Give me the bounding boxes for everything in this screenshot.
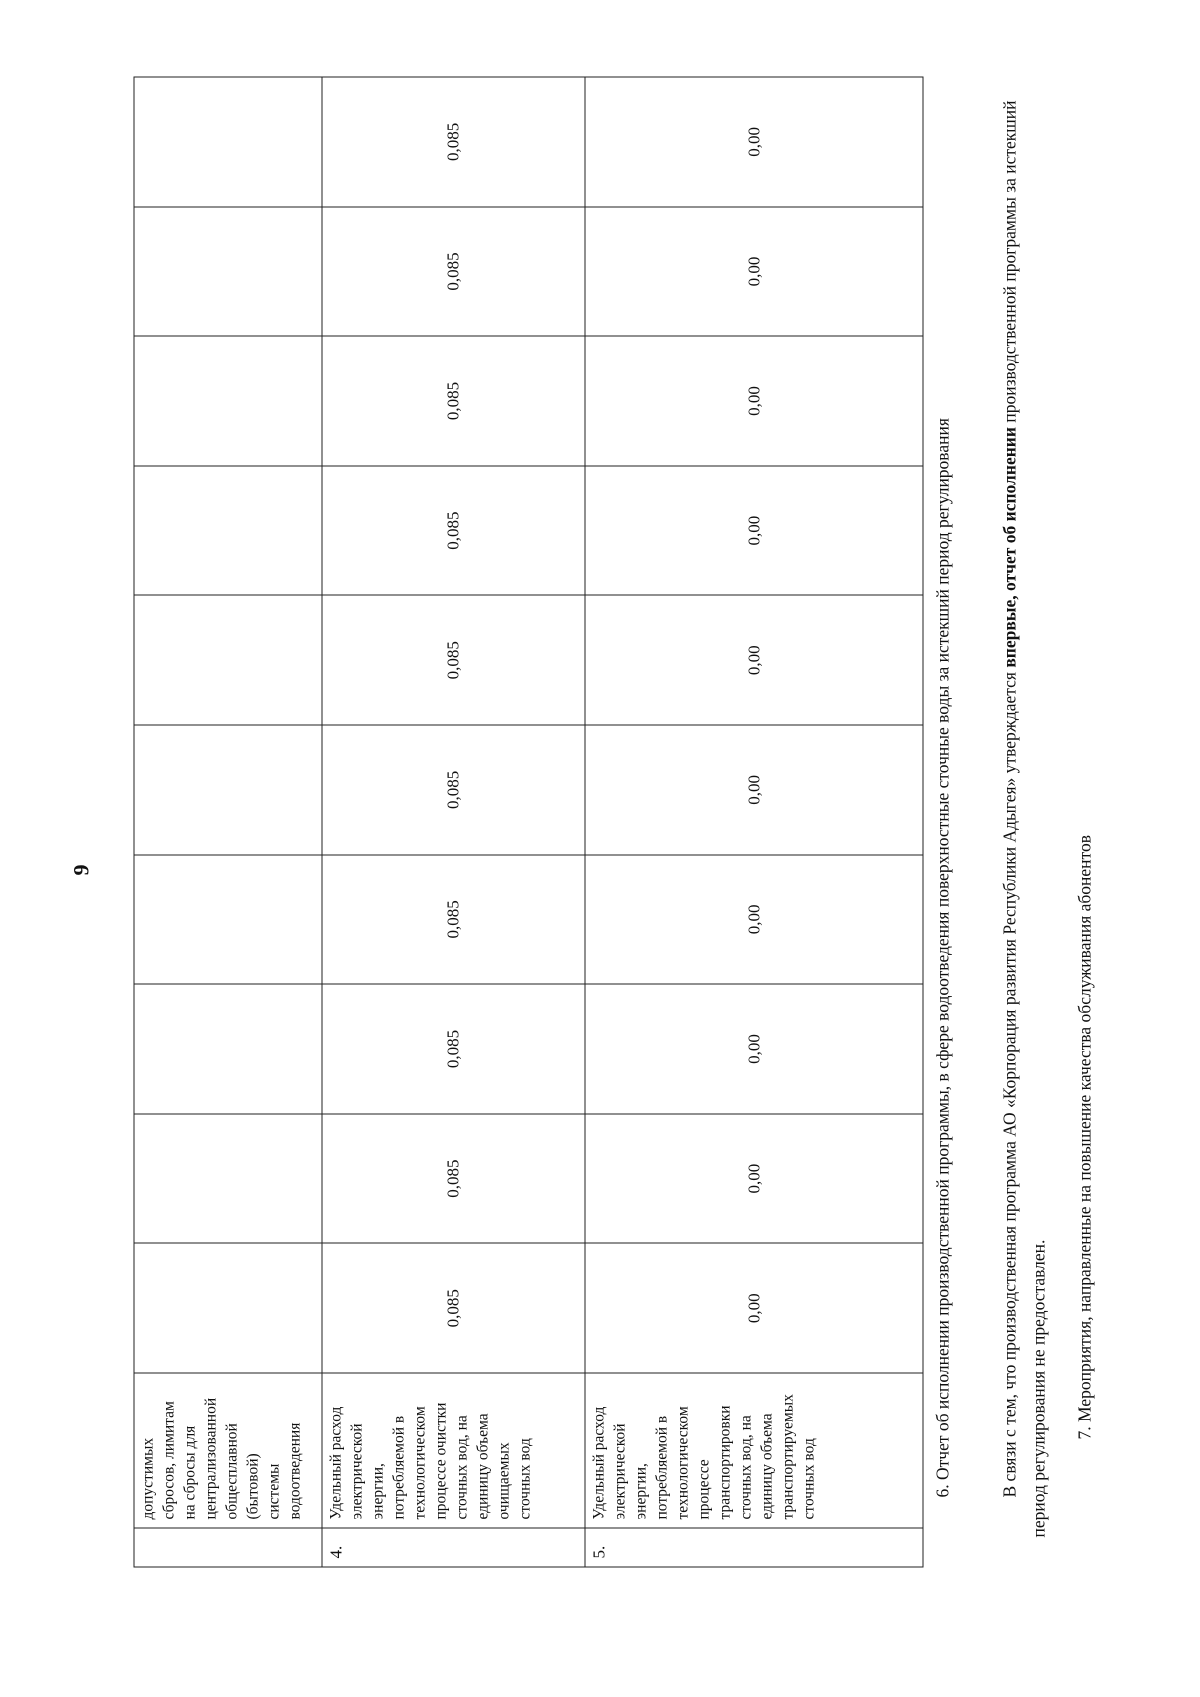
value-cell [134, 984, 322, 1114]
description-line: (бытовой) [244, 1452, 261, 1519]
value-cell: 0,00 [585, 854, 923, 984]
value-cell: 0,085 [322, 854, 585, 984]
value-cell: 0,085 [322, 77, 585, 207]
value-cell [134, 465, 322, 595]
value-cell: 0,00 [585, 1113, 923, 1243]
section-7-heading: 7. Мероприятия, направленные на повышение качества обслуживания абонентов [1074, 834, 1094, 1439]
description-line: Удельный расход [590, 1406, 607, 1519]
value-cell: 0,00 [585, 725, 923, 855]
value-cell: 0,00 [585, 1243, 923, 1373]
description-line: электрической [348, 1422, 365, 1519]
value-cell [134, 336, 322, 466]
row-number [134, 1528, 322, 1567]
description-line: Удельный расход [327, 1406, 344, 1519]
description-line: сточных вод, на [453, 1414, 470, 1519]
table-row [134, 77, 322, 1567]
description-line: потребляемой в [653, 1415, 670, 1519]
description-line: сбросов, лимитам [160, 1400, 177, 1519]
section-6-paragraph: 6. Отчет об исполнении производственной программы, в сфере водоотведения поверхностные сточные воды за истекший период регулирования [932, 417, 952, 1497]
description-line: сточных вод, на [737, 1414, 754, 1519]
description-line: общесплавной [223, 1422, 240, 1519]
table-row [322, 77, 585, 1567]
page-number: 9 [68, 864, 93, 875]
report-paragraph [995, 76, 1053, 1537]
description-line: централизованной [202, 1397, 219, 1519]
value-cell: 0,00 [585, 595, 923, 725]
description-line: очищаемых [495, 1441, 512, 1519]
description-line: на сбросы для [181, 1425, 198, 1519]
indicators-table [133, 76, 923, 1567]
value-cell: 0,085 [322, 206, 585, 336]
value-cell [134, 1243, 322, 1373]
description-line: системы [265, 1463, 282, 1519]
description-line: энергии, [369, 1462, 386, 1519]
indicator-description [585, 1373, 923, 1528]
value-cell [134, 595, 322, 725]
value-cell: 0,085 [322, 984, 585, 1114]
indicator-description [322, 1373, 585, 1528]
value-cell: 0,00 [585, 336, 923, 466]
description-line: процессе [695, 1458, 712, 1519]
description-line: потребляемой в [390, 1415, 407, 1519]
description-line: процессе очистки [432, 1402, 449, 1519]
description-line: сточных вод [800, 1437, 817, 1519]
value-cell: 0,085 [322, 336, 585, 466]
description-line: транспортируемых [779, 1393, 796, 1519]
value-cell [134, 725, 322, 855]
table-row [585, 77, 923, 1567]
description-line: допустимых [139, 1437, 156, 1519]
row-number: 4. [322, 1528, 585, 1567]
report-text-end: производственной программы за истекший период регулирования не предоставлен. [999, 99, 1048, 1537]
value-cell: 0,085 [322, 1243, 585, 1373]
report-text-bold: впервые, отчет об исполнении [999, 426, 1019, 668]
value-cell: 0,085 [322, 465, 585, 595]
row-number: 5. [585, 1528, 923, 1567]
value-cell [134, 1113, 322, 1243]
value-cell: 0,085 [322, 595, 585, 725]
value-cell [134, 206, 322, 336]
value-cell: 0,085 [322, 725, 585, 855]
description-line: сточных вод [516, 1437, 533, 1519]
value-cell: 0,00 [585, 206, 923, 336]
value-cell: 0,00 [585, 984, 923, 1114]
description-line: энергии, [632, 1462, 649, 1519]
indicator-description [134, 1373, 322, 1528]
description-line: технологическом [411, 1405, 428, 1519]
description-line: технологическом [674, 1405, 691, 1519]
value-cell: 0,085 [322, 1113, 585, 1243]
value-cell [134, 77, 322, 207]
description-line: единицу объема [758, 1412, 775, 1519]
description-line: водоотведения [286, 1422, 303, 1519]
value-cell [134, 854, 322, 984]
description-line: единицу объема [474, 1412, 491, 1519]
value-cell: 0,00 [585, 77, 923, 207]
value-cell: 0,00 [585, 465, 923, 595]
description-line: транспортировки [716, 1404, 733, 1519]
description-line: электрической [611, 1422, 628, 1519]
report-text: В связи с тем, что производственная программа АО «Корпорация развития Республики Адыгея» утверждается [999, 667, 1019, 1497]
